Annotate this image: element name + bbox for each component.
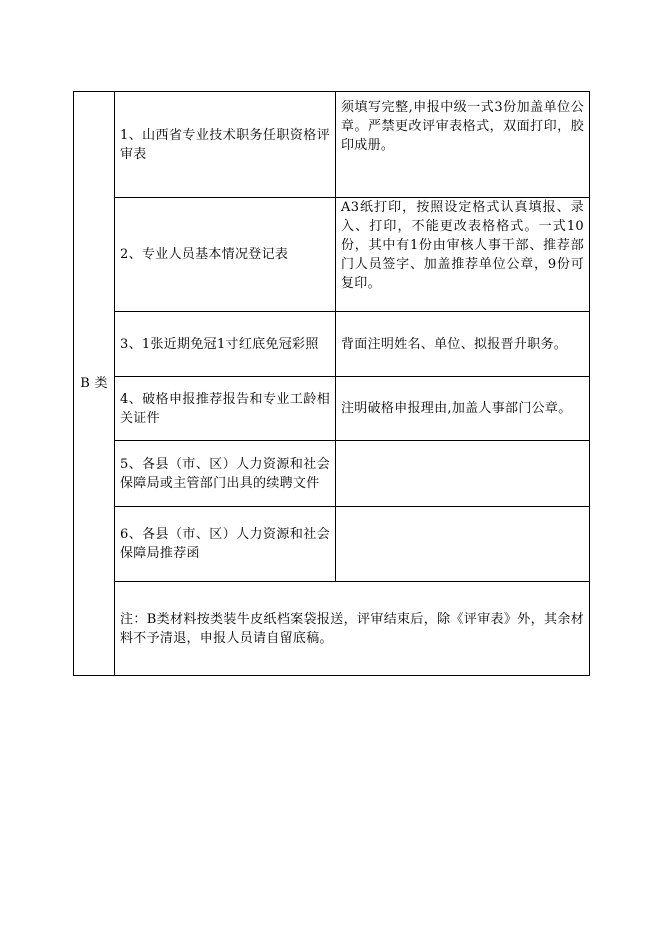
table-row [74,92,590,198]
table-row [74,441,590,507]
table-row [74,312,590,377]
item-cell: 6、各县（市、区）人力资源和社会保障局推荐函 [115,507,336,582]
table-row [74,582,590,676]
item-cell: 1、山西省专业技术职务任职资格评审表 [115,92,336,198]
requirement-cell: 注明破格申报理由,加盖人事部门公章。 [336,377,590,441]
requirement-cell: 背面注明姓名、单位、拟报晋升职务。 [336,312,590,377]
note-cell: 注：B类材料按类装牛皮纸档案袋报送，评审结束后，除《评审表》外，其余材料不予清退，申报人员请自留底稿。 [115,582,590,676]
requirement-cell: A3纸打印，按照设定格式认真填报、录入、打印，不能更改表格格式。一式10份，其中有1份由审核人事干部、推荐部门人员签字、加盖推荐单位公章，9份可复印。 [336,198,590,312]
category-cell: B 类 [74,92,115,676]
requirement-cell: 须填写完整,申报中级一式3份加盖单位公章。严禁更改评审表格式，双面打印，胶印成册。 [336,92,590,198]
item-cell: 2、专业人员基本情况登记表 [115,198,336,312]
table-row [74,377,590,441]
item-cell: 3、1张近期免冠1寸红底免冠彩照 [115,312,336,377]
requirement-cell [336,441,590,507]
item-cell: 4、破格申报推荐报告和专业工龄相关证件 [115,377,336,441]
item-cell: 5、各县（市、区）人力资源和社会保障局或主管部门出具的续聘文件 [115,441,336,507]
table-row [74,507,590,582]
table-row [74,198,590,312]
requirement-cell [336,507,590,582]
materials-table [73,91,590,676]
